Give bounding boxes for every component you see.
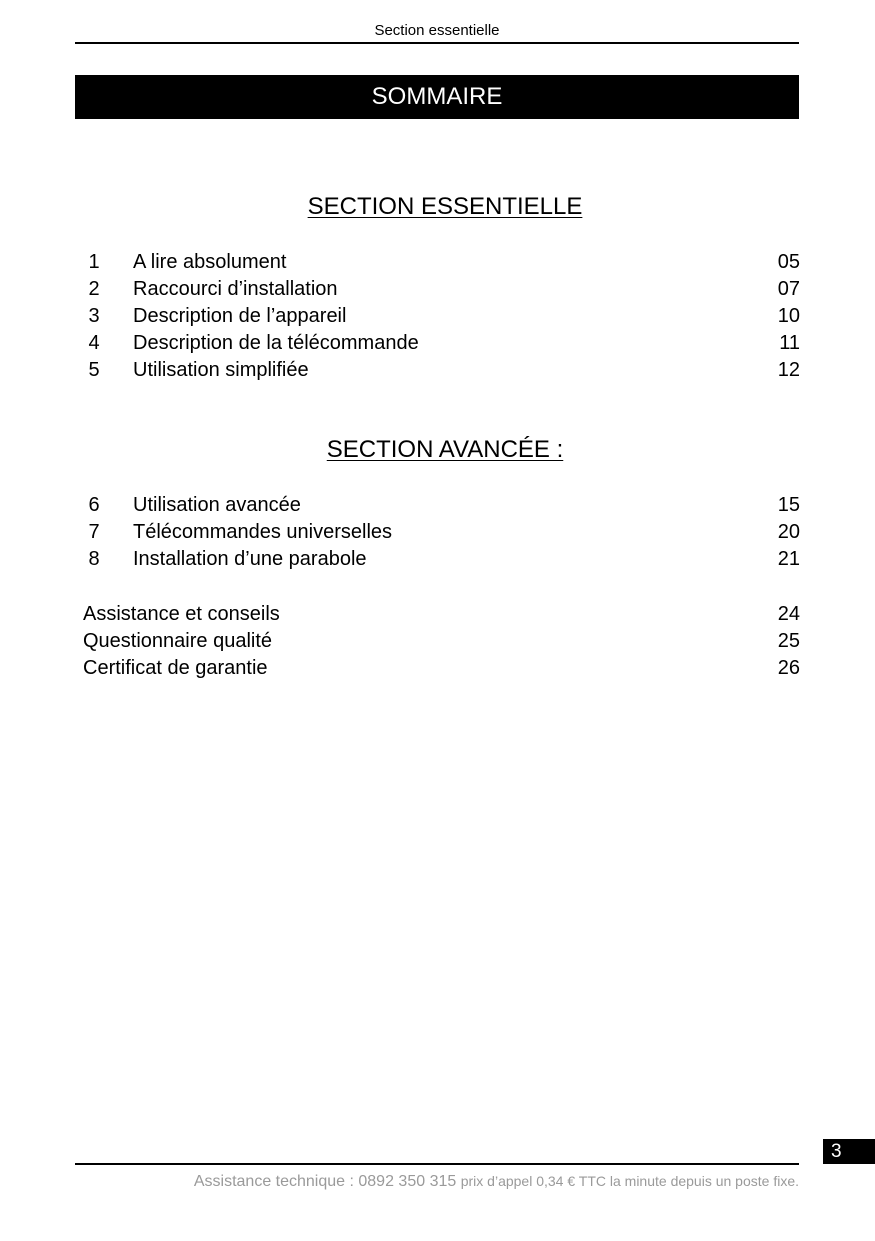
- toc-item[interactable]: [75, 330, 800, 357]
- toc-item-label: Raccourci d’installation: [133, 278, 338, 300]
- toc-item-page: 24: [777, 603, 800, 625]
- header-divider: [75, 42, 799, 44]
- toc-item-page: 10: [777, 305, 800, 327]
- toc-item-label: Questionnaire qualité: [83, 630, 273, 652]
- section-advanced-title: SECTION AVANCÉE :: [326, 436, 564, 463]
- footer-support-note: prix d’appel 0,34 € TTC la minute depuis un poste fixe.: [460, 1173, 799, 1189]
- toc-list-appendix: [75, 601, 800, 682]
- page-number-badge: 3: [823, 1139, 875, 1164]
- toc-item[interactable]: [75, 492, 800, 519]
- toc-item-number: 1: [88, 251, 100, 273]
- toc-item-page: 15: [777, 494, 800, 516]
- toc-item-page: 11: [779, 332, 800, 354]
- toc-item[interactable]: [75, 249, 800, 276]
- section-essential-title: SECTION ESSENTIELLE: [307, 193, 583, 220]
- toc-list-advanced: [75, 492, 800, 573]
- toc-item-number: 5: [88, 359, 100, 381]
- page-title: SOMMAIRE: [75, 75, 799, 119]
- toc-item-label: Télécommandes universelles: [133, 521, 393, 543]
- toc-item[interactable]: [75, 357, 800, 384]
- toc-item-number: 7: [88, 521, 100, 543]
- toc-item-label: Installation d’une parabole: [133, 548, 367, 570]
- toc-item[interactable]: [75, 519, 800, 546]
- toc-item-page: 07: [777, 278, 800, 300]
- toc-item-label: Description de l’appareil: [133, 305, 347, 327]
- running-header: Section essentielle: [374, 22, 500, 39]
- footer-support-phone: Assistance technique : 0892 350 315: [193, 1173, 457, 1190]
- toc-item-page: 25: [777, 630, 800, 652]
- toc-item[interactable]: [75, 276, 800, 303]
- toc-item[interactable]: [75, 655, 800, 682]
- toc-item[interactable]: [75, 628, 800, 655]
- toc-item-page: 26: [777, 657, 800, 679]
- toc-item-number: 2: [88, 278, 100, 300]
- toc-item-page: 20: [777, 521, 800, 543]
- toc-item-number: 3: [88, 305, 100, 327]
- toc-item[interactable]: [75, 601, 800, 628]
- toc-item[interactable]: [75, 546, 800, 573]
- footer-divider: [75, 1163, 799, 1165]
- toc-item-number: 8: [88, 548, 100, 570]
- toc-item-label: Utilisation avancée: [133, 494, 301, 516]
- toc-list-essential: [75, 249, 800, 384]
- toc-item-label: A lire absolument: [133, 251, 287, 273]
- footer-support-line: [194, 1170, 799, 1193]
- toc-item-label: Assistance et conseils: [83, 603, 280, 625]
- toc-item-page: 12: [777, 359, 800, 381]
- toc-item-label: Utilisation simplifiée: [133, 359, 309, 381]
- toc-item-number: 4: [88, 332, 100, 354]
- toc-item-label: Description de la télécommande: [133, 332, 419, 354]
- toc-item-page: 05: [777, 251, 800, 273]
- toc-item-label: Certificat de garantie: [83, 657, 268, 679]
- toc-item[interactable]: [75, 303, 800, 330]
- toc-item-page: 21: [777, 548, 800, 570]
- toc-item-number: 6: [88, 494, 100, 516]
